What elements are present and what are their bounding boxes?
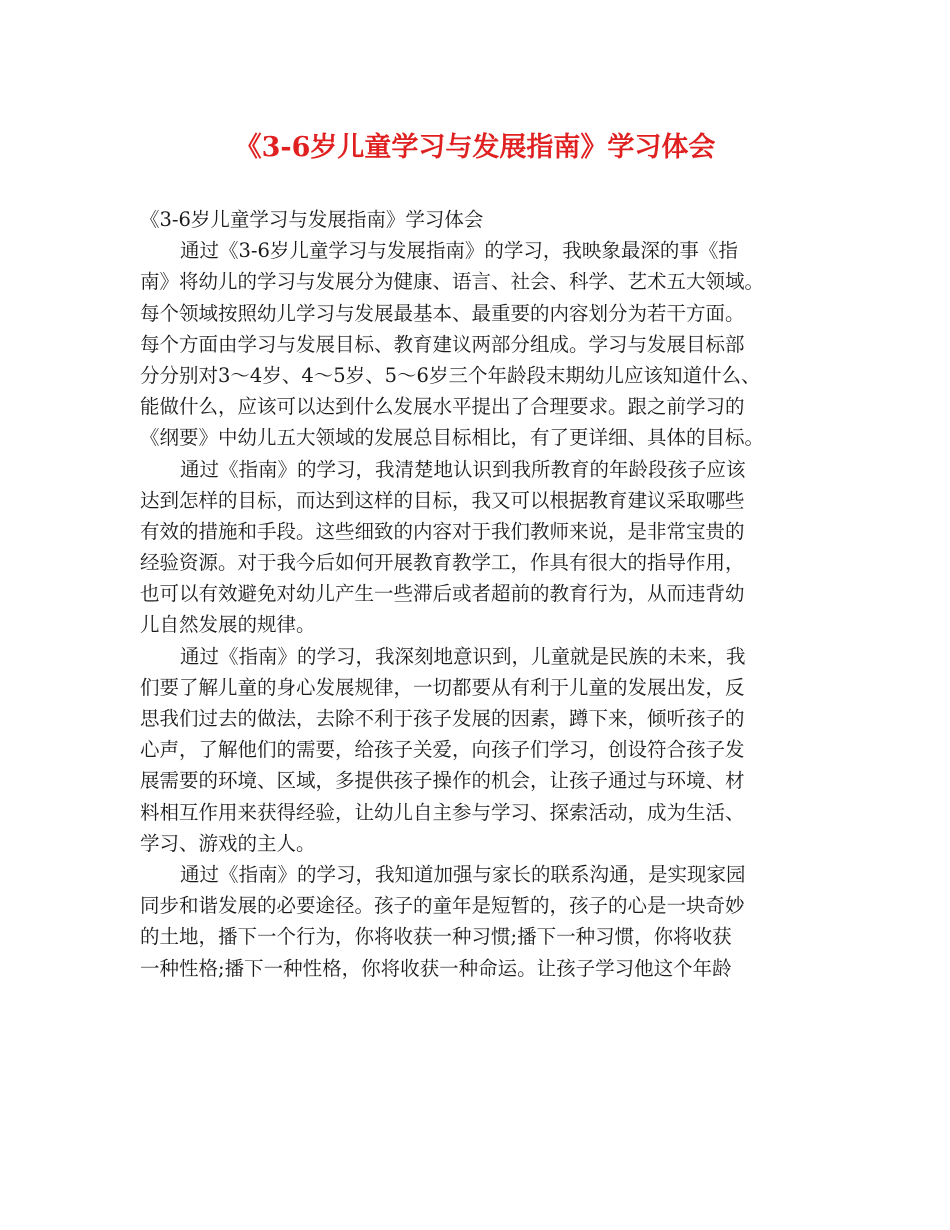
body-line: 同步和谐发展的必要途径。孩子的童年是短暂的，孩子的心是一块奇妙 (140, 894, 745, 918)
body-line: 们要了解儿童的身心发展规律，一切都要从有利于儿童的发展出发，反 (140, 675, 745, 699)
body-line: 有效的措施和手段。这些细致的内容对于我们教师来说，是非常宝贵的 (140, 519, 745, 543)
body-line: 《纲要》中幼儿五大领域的发展总目标相比，有了更详细、具体的目标。 (140, 426, 765, 450)
body-line: 《3-6岁儿童学习与发展指南》学习体会 (140, 208, 484, 231)
body-line: 学习、游戏的主人。 (140, 831, 316, 855)
body-line: 的土地，播下一个行为，你将收获一种习惯;播下一种习惯，你将收获 (140, 925, 732, 949)
body-line: 每个领域按照幼儿学习与发展最基本、最重要的内容划分为若干方面。 (140, 301, 745, 325)
body-line: 通过《指南》的学习，我深刻地意识到，儿童就是民族的未来，我 (180, 644, 746, 668)
body-line: 儿自然发展的规律。 (140, 613, 316, 637)
body-line: 能做什么，应该可以达到什么发展水平提出了合理要求。跟之前学习的 (140, 395, 745, 419)
body-line: 通过《指南》的学习，我清楚地认识到我所教育的年龄段孩子应该 (180, 457, 746, 481)
body-line: 达到怎样的目标，而达到这样的目标，我又可以根据教育建议采取哪些 (140, 488, 745, 512)
document-body (140, 204, 840, 984)
body-line: 通过《3-6岁儿童学习与发展指南》的学习，我映象最深的事《指 (180, 239, 738, 263)
body-line: 经验资源。对于我今后如何开展教育教学工，作具有很大的指导作用， (140, 551, 745, 575)
body-line: 每个方面由学习与发展目标、教育建议两部分组成。学习与发展目标部 (140, 332, 745, 356)
body-line: 通过《指南》的学习，我知道加强与家长的联系沟通，是实现家园 (180, 862, 746, 886)
body-line: 展需要的环境、区域，多提供孩子操作的机会，让孩子通过与环境、材 (140, 769, 745, 793)
body-line: 南》将幼儿的学习与发展分为健康、语言、社会、科学、艺术五大领域。 (140, 270, 765, 294)
body-line: 思我们过去的做法，去除不利于孩子发展的因素，蹲下来，倾听孩子的 (140, 707, 745, 730)
body-line: 料相互作用来获得经验，让幼儿自主参与学习、探索活动，成为生活、 (140, 800, 745, 824)
document-title: 《3-6岁儿童学习与发展指南》学习体会 (234, 132, 716, 163)
body-line: 也可以有效避免对幼儿产生一些滞后或者超前的教育行为，从而违背幼 (140, 582, 745, 606)
body-line: 分分别对3～4岁、4～5岁、5～6岁三个年龄段末期幼儿应该知道什么、 (140, 363, 761, 387)
body-line: 心声，了解他们的需要，给孩子关爱，向孩子们学习，创设符合孩子发 (140, 738, 745, 762)
body-line: 一种性格;播下一种性格，你将收获一种命运。让孩子学习他这个年龄 (140, 956, 732, 980)
